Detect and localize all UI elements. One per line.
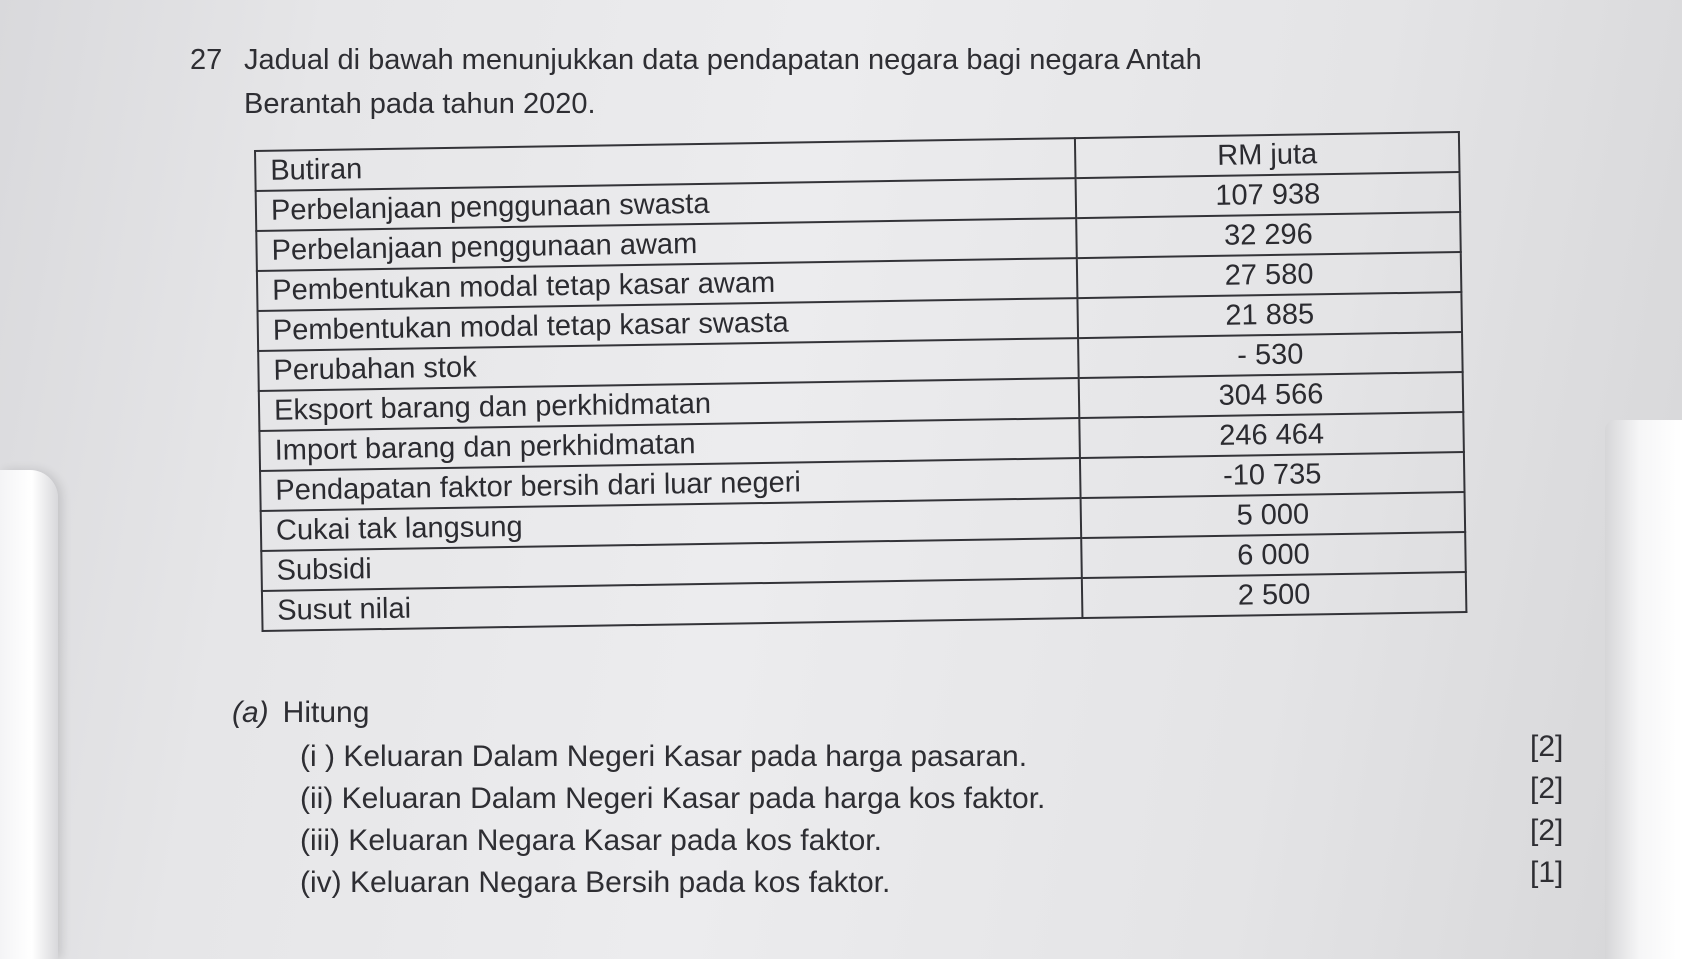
national-income-table	[254, 131, 1467, 632]
row-item: Susut nilai	[262, 578, 1083, 631]
sub-question-text: (iv) Keluaran Negara Bersih pada kos faktor.	[300, 866, 891, 899]
row-item: Pembentukan modal tetap kasar awam	[257, 258, 1078, 311]
row-value: 304 566	[1079, 372, 1464, 418]
row-item: Cukai tak langsung	[261, 498, 1082, 551]
row-item: Pembentukan modal tetap kasar swasta	[258, 298, 1079, 351]
row-item: Perbelanjaan penggunaan swasta	[256, 178, 1077, 231]
sub-question-text: (ii) Keluaran Dalam Negeri Kasar pada harga kos faktor.	[300, 782, 1046, 815]
row-item: Subsidi	[261, 538, 1082, 591]
row-value: 32 296	[1076, 212, 1461, 258]
question-line-2: Berantah pada tahun 2020.	[244, 88, 596, 120]
sub-question-text: (i ) Keluaran Dalam Negeri Kasar pada harga pasaran.	[300, 740, 1028, 773]
part-a-letter: (a)	[232, 696, 269, 729]
header-value: RM juta	[1075, 132, 1460, 178]
row-item: Import barang dan perkhidmatan	[259, 418, 1080, 471]
row-value: 5 000	[1081, 492, 1466, 538]
marks-label: [2]	[1530, 814, 1564, 847]
row-value: 21 885	[1077, 292, 1462, 338]
marks-label: [1]	[1530, 856, 1564, 889]
right-paper-edge	[1605, 420, 1682, 959]
question-line-1	[190, 38, 1202, 82]
row-item: Pendapatan faktor bersih dari luar negeri	[260, 458, 1081, 511]
list-item	[300, 856, 1600, 908]
row-value: 2 500	[1082, 572, 1467, 618]
part-a-heading	[232, 696, 369, 730]
row-value: - 530	[1078, 332, 1463, 378]
list-item	[300, 730, 1600, 782]
question-line-1-text: Jadual di bawah menunjukkan data pendapatan negara bagi negara Antah	[244, 44, 1202, 76]
row-value: 246 464	[1079, 412, 1464, 458]
row-item: Perbelanjaan penggunaan awam	[256, 218, 1077, 271]
row-value: 27 580	[1077, 252, 1462, 298]
sub-question-text: (iii) Keluaran Negara Kasar pada kos faktor.	[300, 824, 882, 857]
left-paper-edge	[0, 470, 58, 959]
row-value: 6 000	[1081, 532, 1466, 578]
row-value: 107 938	[1076, 172, 1461, 218]
header-item: Butiran	[255, 138, 1076, 191]
row-item: Eksport barang dan perkhidmatan	[259, 378, 1080, 431]
marks-label: [2]	[1530, 730, 1564, 763]
part-a-sub-questions	[300, 730, 1600, 908]
list-item	[300, 772, 1600, 824]
row-item: Perubahan stok	[258, 338, 1079, 391]
part-a-instruction: Hitung	[282, 696, 370, 729]
marks-label: [2]	[1530, 772, 1564, 805]
question-number: 27	[190, 44, 223, 76]
row-value: -10 735	[1080, 452, 1465, 498]
list-item	[300, 814, 1600, 866]
question-text	[190, 38, 1202, 126]
